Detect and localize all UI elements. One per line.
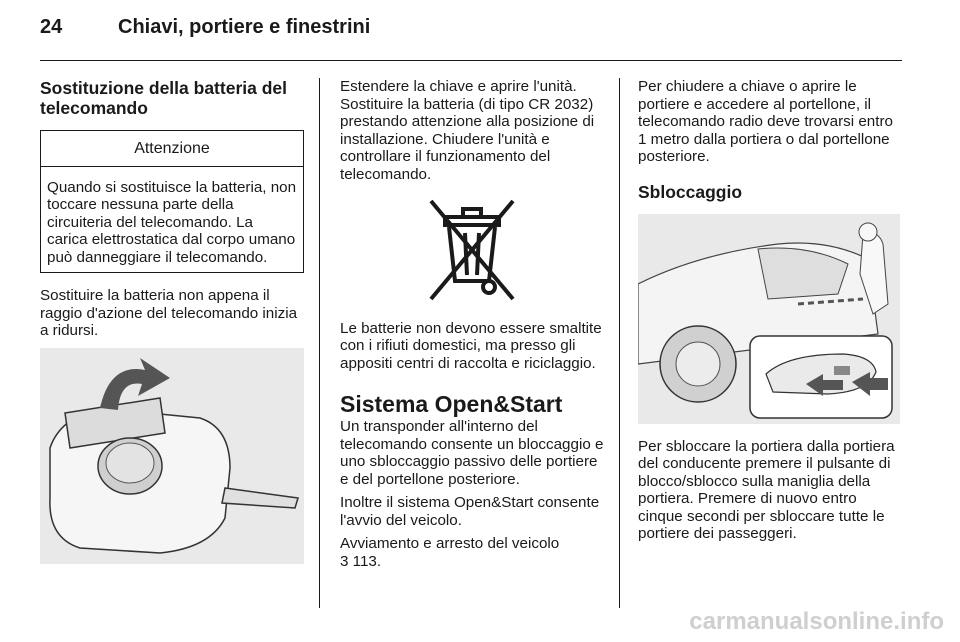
warning-box [40, 130, 304, 273]
column-2 [340, 78, 604, 570]
page-number: 24 [40, 16, 63, 38]
column-3 [638, 78, 902, 543]
key-battery-illustration [40, 348, 304, 564]
paragraph: Avviamento e arresto del veicolo [340, 535, 560, 552]
section-heading-battery: Sostituzione della batteria del telecomando [40, 78, 287, 118]
paragraph: Inoltre il sistema Open&Start consente l'avvio del veicolo. [340, 494, 600, 529]
paragraph: Per chiudere a chiave o aprire le portiere e accedere al portellone, il telecomando radio deve trovarsi entro 1 metro dalla portiera o dal portellone posteriore. [638, 78, 893, 165]
paragraph: Sostituire la batteria non appena il raggio d'azione del telecomando inizia a ridursi. [40, 287, 298, 339]
paragraph: Le batterie non devono essere smaltite con i rifiuti domestici, ma presso gli appositi centri di raccolta e riciclaggio. [340, 319, 602, 372]
chapter-title: Chiavi, portiere e finestrini [118, 16, 371, 38]
section-heading-open-start: Sistema Open&Start [340, 391, 563, 417]
column-separator [619, 78, 620, 608]
section-heading-unlock: Sbloccaggio [638, 181, 743, 202]
column-separator [319, 78, 320, 608]
paragraph: Estendere la chiave e aprire l'unità. Sostituire la batteria (di tipo CR 2032) prestando attenzione alla posizione di installazione. Chiudere l'unità e controllare il funzionamento del telecomando. [340, 78, 595, 183]
column-1 [40, 78, 304, 564]
watermark: carmanualsonline.info [689, 608, 944, 635]
header-rule [40, 60, 902, 61]
page-reference[interactable]: 3 113. [340, 552, 382, 570]
car-door-handle-illustration [638, 214, 900, 424]
paragraph: Un transponder all'interno del telecomando consente un bloccaggio e uno sbloccaggio passivo delle portiere e del portellone posteriore. [340, 418, 604, 488]
warning-body: Quando si sostituisce la batteria, non toccare nessuna parte della circuiteria del telecomando. La carica elettrostatica dal corpo umano può danneggiare il telecomando. [47, 178, 297, 266]
paragraph: Per sbloccare la portiera dalla portiera del conducente premere il pulsante di blocco/sblocco sulla maniglia della portiera. Premere di nuovo entro cinque secondi per sbloccare tutte le portiere dei passeggeri. [638, 437, 895, 542]
crossed-bin-icon [340, 195, 604, 310]
warning-title: Attenzione [41, 131, 303, 167]
